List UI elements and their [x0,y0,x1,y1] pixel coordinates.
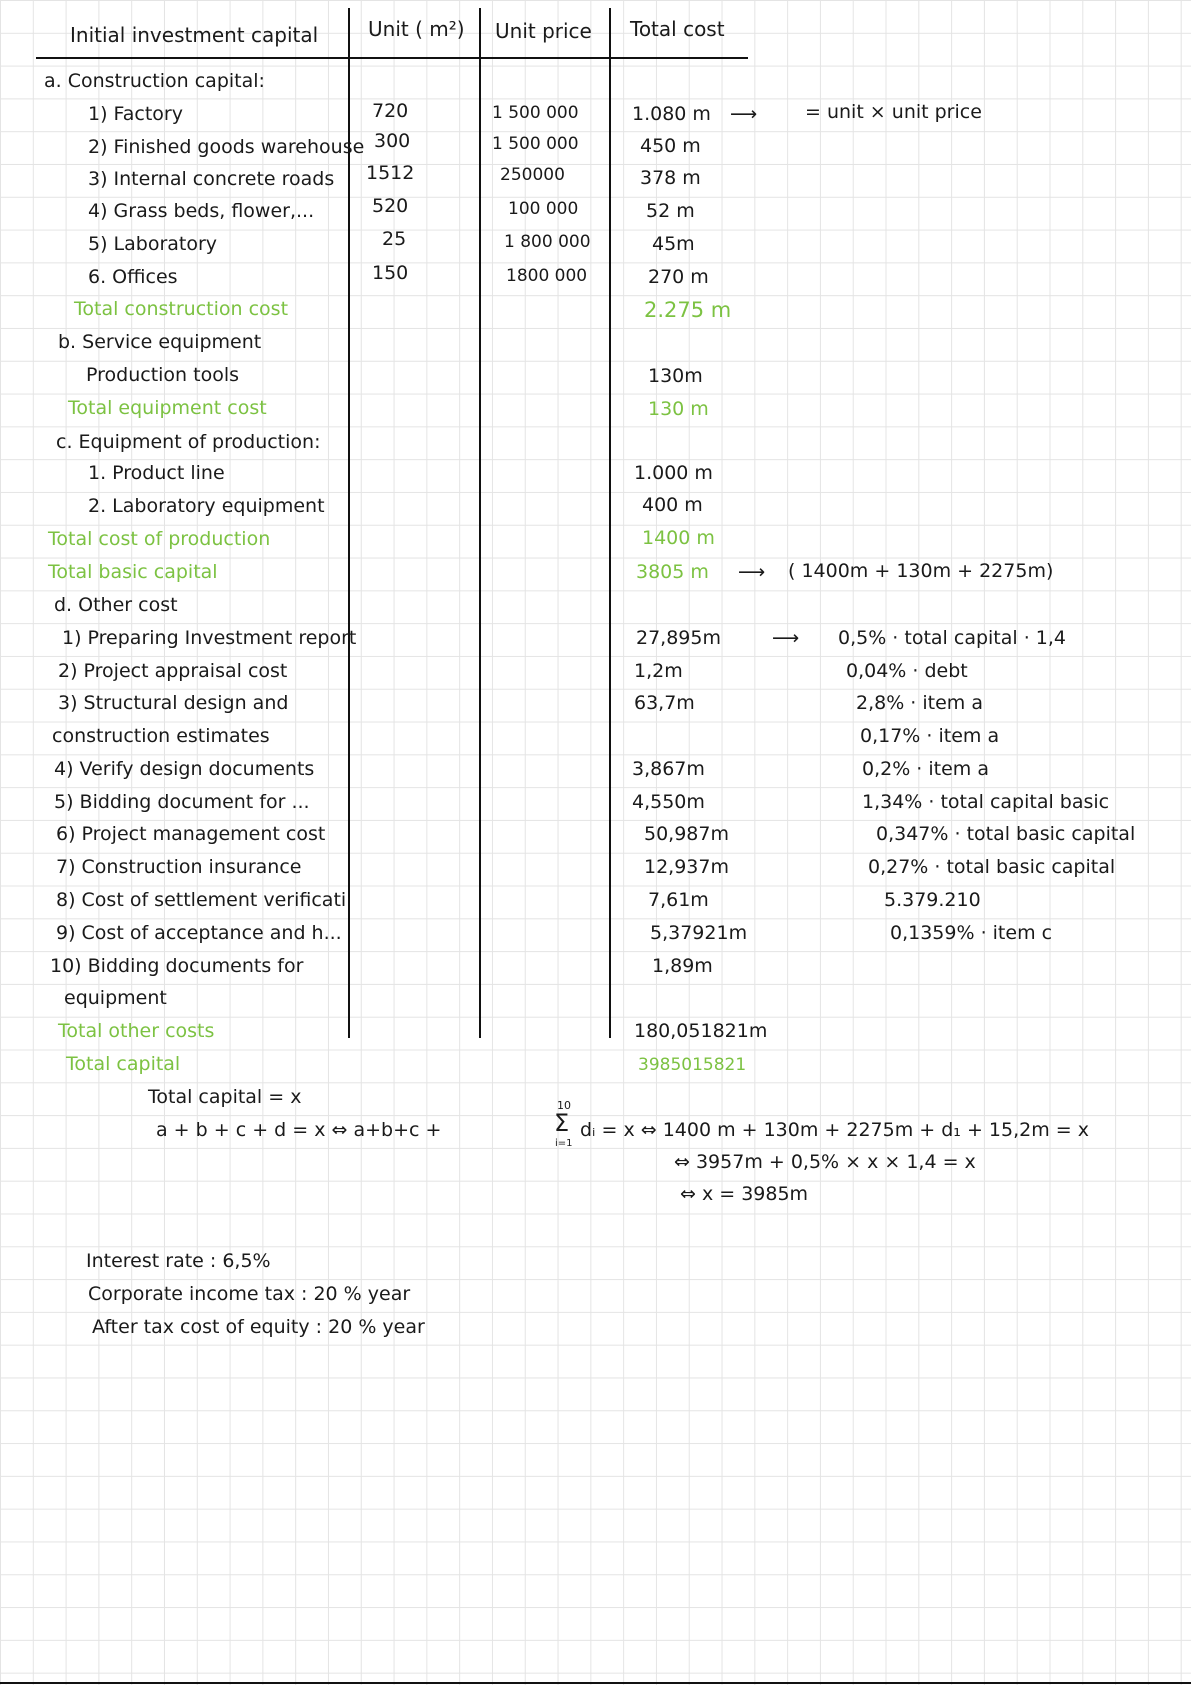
row-c2-label: 2. Laboratory equipment [88,495,325,517]
row-d6-note: 0,347% · total basic capital [876,823,1136,845]
row-a2-price: 1 500 000 [492,134,579,154]
total-basic-value: 3805 m [636,561,709,583]
row-d7-label: 7) Construction insurance [56,856,302,878]
interest-rate: Interest rate : 6,5% [86,1250,271,1272]
row-d4-total: 3,867m [632,758,705,780]
arrow-icon: ⟶ [772,627,800,649]
row-a1-note: = unit × unit price [805,101,982,123]
row-d8-note: 5.379.210 [884,889,981,911]
row-a1-unit: 720 [372,100,409,122]
row-d3-label: 3) Structural design and [58,692,289,714]
arrow-icon: ⟶ [730,103,758,125]
section-a-title: a. Construction capital: [44,70,265,92]
total-equipment-label: Total equipment cost [68,397,267,419]
row-d1-note: 0,5% · total capital · 1,4 [838,627,1067,649]
row-b1-label: Production tools [86,364,240,386]
sum-top: 10 [557,1099,571,1112]
row-d9-total: 5,37921m [650,922,748,944]
total-basic-note: ( 1400m + 130m + 2275m) [788,560,1054,582]
row-a1-label: 1) Factory [88,103,183,125]
table-rule-1 [348,8,350,1038]
row-d6-label: 6) Project management cost [56,823,326,845]
row-a2-total: 450 m [640,135,701,157]
section-d-title: d. Other cost [54,594,178,616]
corporate-tax: Corporate income tax : 20 % year [88,1283,411,1305]
row-d1-total: 27,895m [636,627,721,649]
row-a4-total: 52 m [646,200,695,222]
row-a5-unit: 25 [382,228,407,250]
total-capital-label: Total capital [66,1053,181,1075]
row-d10b-label: equipment [64,987,167,1009]
header-item: Initial investment capital [70,23,319,47]
total-equipment-value: 130 m [648,398,709,420]
header-price: Unit price [495,19,592,43]
calc-line-2-right: dᵢ = x ⇔ 1400 m + 130m + 2275m + d₁ + 15,2m = x [580,1119,1089,1141]
calc-line-4: ⇔ x = 3985m [680,1183,809,1205]
total-construction-label: Total construction cost [74,298,289,320]
row-a6-label: 6. Offices [88,266,178,288]
row-a3-total: 378 m [640,167,701,189]
table-rule-3 [609,8,611,1038]
row-d10-label: 10) Bidding documents for [50,955,304,977]
total-construction-value: 2.275 m [644,298,732,322]
row-d3b-note: 0,17% · item a [860,725,1000,747]
row-a3-label: 3) Internal concrete roads [88,168,335,190]
row-a2-label: 2) Finished goods warehouse [88,136,365,158]
header-rule [36,57,748,59]
row-d3b-label: construction estimates [52,725,270,747]
section-c-title: c. Equipment of production: [56,431,321,453]
total-production-label: Total cost of production [48,528,271,550]
row-d9-note: 0,1359% · item c [890,922,1053,944]
section-b-title: b. Service equipment [58,331,262,353]
row-a6-unit: 150 [372,262,409,284]
row-a3-price: 250000 [500,165,565,185]
row-a5-label: 5) Laboratory [88,233,218,255]
row-d9-label: 9) Cost of acceptance and h... [56,922,342,944]
row-d3-total: 63,7m [634,692,695,714]
row-d6-total: 50,987m [644,823,729,845]
total-capital-value: 3985015821 [638,1055,747,1075]
row-a2-unit: 300 [374,130,411,152]
row-d1-label: 1) Preparing Investment report [62,627,357,649]
row-a4-price: 100 000 [508,199,579,219]
row-d5-total: 4,550m [632,791,705,813]
row-d7-total: 12,937m [644,856,729,878]
sum-symbol: Σ [554,1109,570,1137]
row-a4-unit: 520 [372,195,409,217]
row-a6-total: 270 m [648,266,709,288]
row-d4-label: 4) Verify design documents [54,758,315,780]
row-a3-unit: 1512 [366,162,415,184]
row-d4-note: 0,2% · item a [862,758,989,780]
header-unit: Unit ( m²) [368,17,465,41]
sum-bottom: i=1 [555,1138,573,1149]
calc-line-2-left: a + b + c + d = x ⇔ a+b+c + [156,1119,442,1141]
row-d10-total: 1,89m [652,955,713,977]
row-d8-total: 7,61m [648,889,709,911]
row-a5-total: 45m [652,233,695,255]
total-production-value: 1400 m [642,527,715,549]
total-basic-label: Total basic capital [48,561,218,583]
row-d8-label: 8) Cost of settlement verificati [56,889,347,911]
arrow-icon: ⟶ [738,561,766,583]
row-d5-label: 5) Bidding document for ... [54,791,310,813]
row-c1-label: 1. Product line [88,462,225,484]
row-d2-label: 2) Project appraisal cost [58,660,288,682]
row-a1-price: 1 500 000 [492,103,579,123]
row-b1-total: 130m [648,365,703,387]
header-total: Total cost [630,17,725,41]
calc-line-3: ⇔ 3957m + 0,5% × x × 1,4 = x [674,1151,976,1173]
row-d2-total: 1,2m [634,660,683,682]
table-rule-2 [479,8,481,1038]
equity-cost: After tax cost of equity : 20 % year [92,1316,425,1338]
row-d2-note: 0,04% · debt [846,660,968,682]
bottom-rule [0,1682,1191,1684]
row-a4-label: 4) Grass beds, flower,... [88,200,315,222]
row-a1-total: 1.080 m [632,103,711,125]
row-a5-price: 1 800 000 [504,232,591,252]
calc-line-1: Total capital = x [148,1086,302,1108]
row-c2-total: 400 m [642,494,703,516]
row-d7-note: 0,27% · total basic capital [868,856,1116,878]
total-other-value: 180,051821m [634,1020,768,1042]
row-a6-price: 1800 000 [506,266,588,286]
row-d3-note: 2,8% · item a [856,692,983,714]
row-d5-note: 1,34% · total capital basic [862,791,1110,813]
total-other-label: Total other costs [58,1020,215,1042]
row-c1-total: 1.000 m [634,462,713,484]
